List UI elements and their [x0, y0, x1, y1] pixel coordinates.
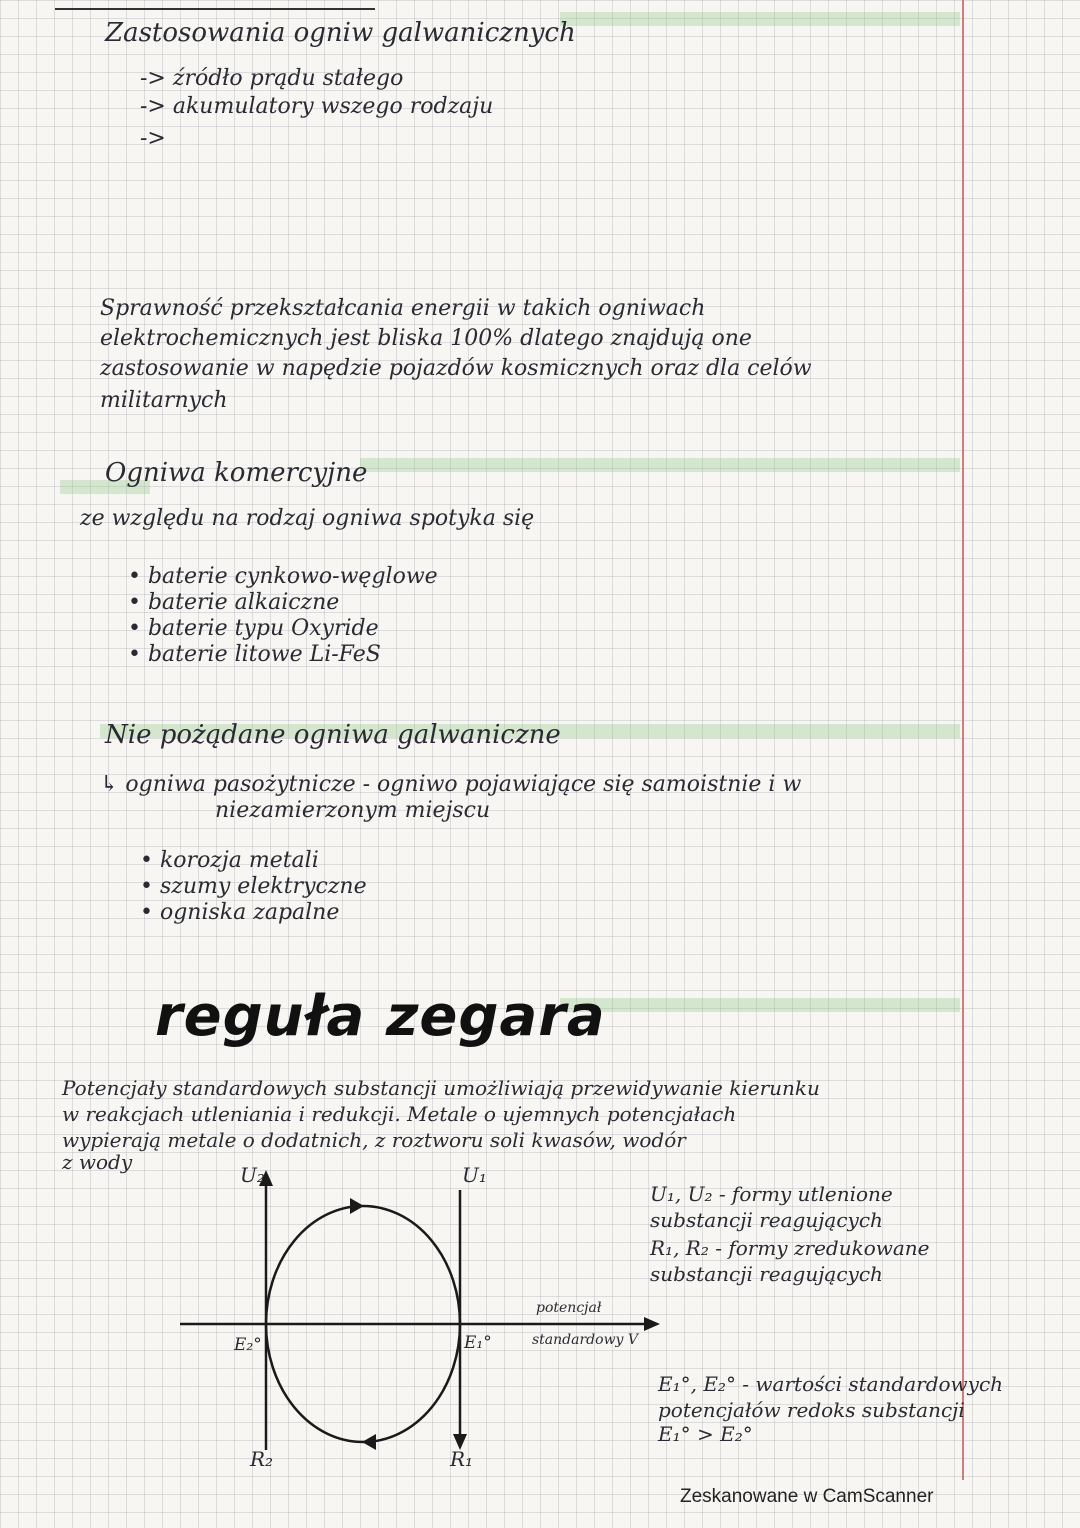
label-r1: R₁	[450, 1447, 474, 1470]
list-item: -> akumulatory wszego rodzaju	[140, 94, 494, 119]
list-item: ->	[140, 126, 166, 151]
list-item: -> źródło prądu stałego	[140, 66, 404, 91]
list-item: • szumy elektryczne	[140, 874, 367, 899]
section-title-unwanted: Nie pożądane ogniwa galwaniczne	[105, 720, 561, 750]
paragraph-line: niezamierzonym miejscu	[215, 798, 491, 823]
section-title-clock-rule: reguła zegara	[155, 984, 606, 1049]
label-r2: R₂	[250, 1447, 274, 1470]
paragraph-line: wypierają metale o dodatnich, z roztworu soli kwasów, wodór	[62, 1128, 686, 1152]
list-item: • baterie typu Oxyride	[128, 616, 379, 641]
paragraph-line: ↳ ogniwa pasożytnicze - ogniwo pojawiające się samoistnie i w	[100, 772, 802, 797]
list-item: • baterie cynkowo-węglowe	[128, 564, 438, 589]
legend-line: substancji reagujących	[650, 1262, 883, 1286]
list-item: • korozja metali	[140, 848, 319, 873]
clockwise-arrow-icon	[350, 1198, 364, 1214]
highlight-band	[560, 998, 960, 1012]
clockwise-arrow-icon	[362, 1434, 376, 1450]
clock-rule-diagram	[170, 1160, 670, 1470]
label-u1: U₁	[462, 1163, 487, 1187]
section-subtitle: ze względu na rodzaj ogniwa spotyka się	[80, 506, 535, 531]
legend-line: substancji reagujących	[650, 1208, 883, 1232]
note-line: E₁°, E₂° - wartości standardowych	[658, 1372, 1004, 1396]
legend-line: R₁, R₂ - formy zredukowane	[650, 1236, 930, 1260]
scanner-watermark: Zeskanowane w CamScanner	[680, 1486, 934, 1507]
paragraph-line: Potencjały standardowych substancji umożliwiają przewidywanie kierunku	[62, 1076, 820, 1100]
note-line: potencjałów redoks substancji	[658, 1398, 965, 1422]
list-item: • baterie litowe Li-FeS	[128, 642, 381, 667]
section-title-commercial: Ogniwa komercyjne	[105, 458, 368, 488]
axis-label-line1: potencjał	[536, 1300, 602, 1316]
legend-line: U₁, U₂ - formy utlenione	[650, 1182, 893, 1206]
highlight-band	[360, 458, 960, 472]
label-u2: U₂	[240, 1163, 265, 1187]
highlight-band	[560, 12, 960, 26]
paragraph-line: zastosowanie w napędzie pojazdów kosmicznych oraz dla celów	[100, 356, 812, 381]
paragraph-line: militarnych	[100, 388, 228, 413]
list-item: • ogniska zapalne	[140, 900, 340, 925]
top-rule	[55, 8, 375, 10]
list-item: • baterie alkaiczne	[128, 590, 340, 615]
section-title-applications: Zastosowania ogniw galwanicznych	[105, 18, 576, 48]
axis-arrow-icon	[644, 1317, 660, 1331]
label-e1: E₁°	[464, 1333, 492, 1353]
paragraph-line: z wody	[62, 1150, 133, 1174]
paragraph-line: elektrochemicznych jest bliska 100% dlatego znajdują one	[100, 326, 752, 351]
margin-line	[962, 0, 964, 1480]
note-line: E₁° > E₂°	[658, 1422, 753, 1446]
label-e2: E₂°	[234, 1335, 262, 1355]
paragraph-line: w reakcjach utleniania i redukcji. Metale o ujemnych potencjałach	[62, 1102, 737, 1126]
axis-label-line2: standardowy V	[532, 1332, 639, 1348]
paragraph-line: Sprawność przekształcania energii w takich ogniwach	[100, 296, 706, 321]
